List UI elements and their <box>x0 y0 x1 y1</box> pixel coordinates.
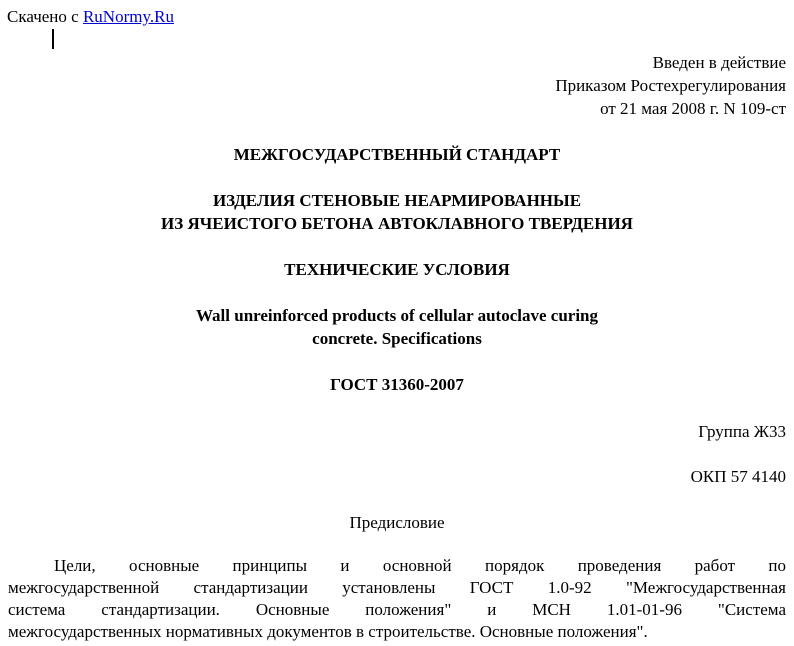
source-link[interactable]: RuNormy.Ru <box>82 7 174 26</box>
introduced-line-1: Введен в действие <box>652 53 786 72</box>
paragraph-line <box>8 555 786 577</box>
title-line-2: ИЗ ЯЧЕИСТОГО БЕТОНА АВТОКЛАВНОГО ТВЕРДЕНИЯ <box>161 214 633 233</box>
text-cursor <box>52 29 54 49</box>
introduced-line-2: Приказом Ростехрегулирования <box>555 76 786 95</box>
document-subtitle: ТЕХНИЧЕСКИЕ УСЛОВИЯ <box>284 260 510 279</box>
paragraph-line-3: система стандартизации. Основные положения" и МСН 1.01-01-96 "Система <box>8 600 786 619</box>
standard-type: МЕЖГОСУДАРСТВЕННЫЙ СТАНДАРТ <box>233 145 561 164</box>
english-title-line-2: concrete. Specifications <box>312 329 482 348</box>
english-title <box>0 304 794 350</box>
document-title <box>0 189 794 235</box>
okp-label: ОКП 57 4140 <box>690 467 786 486</box>
paragraph-line-1: Цели, основные принципы и основной порядок проведения работ по <box>54 556 786 575</box>
source-prefix: Скачено с <box>7 7 83 26</box>
paragraph-line-4: межгосударственных нормативных документов в строительстве. Основные положения". <box>8 622 648 641</box>
introduced-block <box>555 51 786 120</box>
english-title-line-1: Wall unreinforced products of cellular autoclave curing <box>195 306 598 325</box>
paragraph-line-2: межгосударственной стандартизации установлены ГОСТ 1.0-92 "Межгосударственная <box>8 578 786 597</box>
group-label: Группа Ж33 <box>698 422 786 441</box>
source-line <box>7 7 174 27</box>
preface-paragraph <box>8 555 786 643</box>
preface-heading: Предисловие <box>349 513 445 532</box>
title-line-1: ИЗДЕЛИЯ СТЕНОВЫЕ НЕАРМИРОВАННЫЕ <box>212 191 582 210</box>
standard-code: ГОСТ 31360-2007 <box>330 375 464 394</box>
introduced-line-3: от 21 мая 2008 г. N 109-ст <box>600 99 786 118</box>
